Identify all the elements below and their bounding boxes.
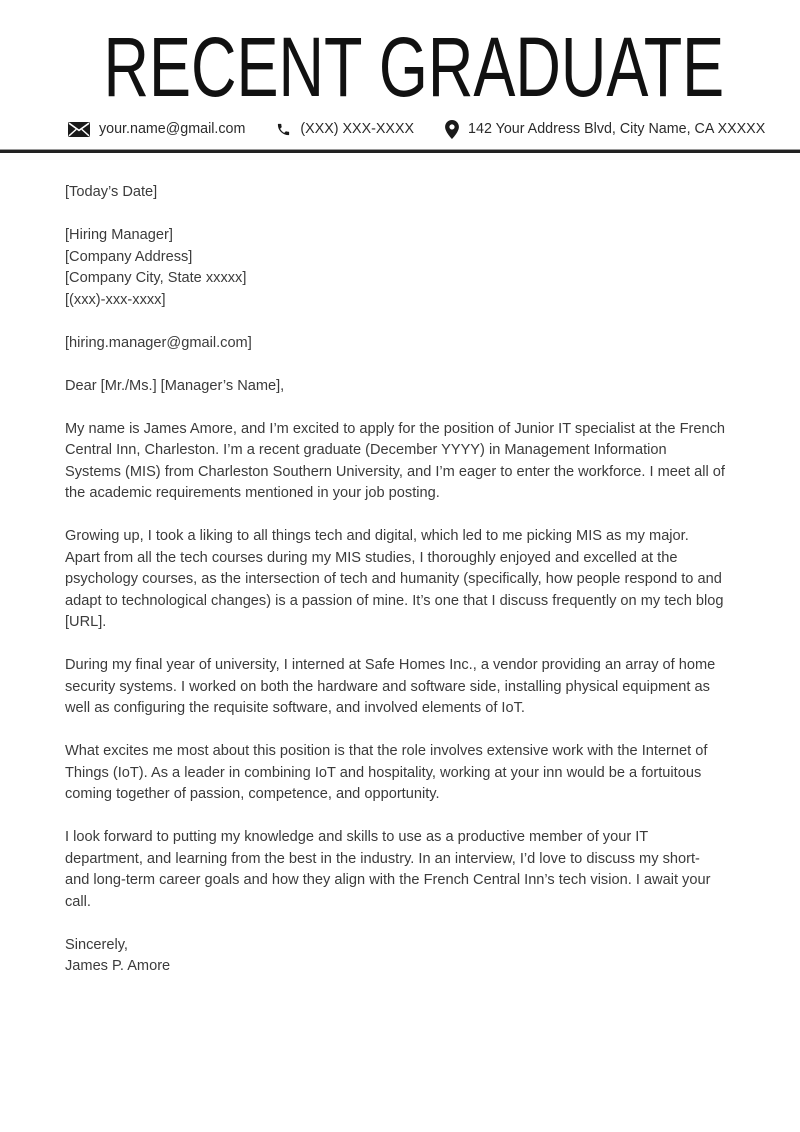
signature-block: [65, 935, 725, 978]
recipient-line: [Company City, State xxxxx]: [65, 270, 247, 286]
letter-body: [0, 153, 725, 978]
closing-line: Sincerely,: [65, 936, 128, 953]
contact-phone: [276, 121, 414, 137]
page-title: [0, 20, 800, 114]
location-icon: [445, 120, 459, 139]
body-paragraph: What excites me most about this position is that the role involves extensive work with the Internet of Things (IoT). As a leader in combining IoT and hospitality, working at your inn would be a fortuitous coming together of passion, competence, and opportunity.: [65, 743, 708, 802]
contact-address-text: 142 Your Address Blvd, City Name, CA XXXXX: [468, 121, 766, 137]
signature-line: James P. Amore: [65, 958, 171, 974]
contact-phone-text: (XXX) XXX-XXXX: [300, 121, 415, 137]
recipient-line: [Company Address]: [65, 248, 193, 265]
body-paragraph: Growing up, I took a liking to all things tech and digital, which led to me picking MIS as my major. Apart from all the tech courses during my MIS studies, I thoroughly enjoyed and excelled at the psychology courses, as the intersection of tech and humanity (specifically, how people respond to and adapt to technological changes) is a passion of mine. It’s one that I discuss frequently on my tech blog [URL].: [65, 528, 724, 630]
body-paragraph: I look forward to putting my knowledge and skills to use as a productive member of your IT department, and learning from the best in the industry. In an interview, I’d love to discuss my short- and long-term career goals and how they align with the French Central Inn’s tech vision. I await your call.: [65, 829, 711, 910]
contact-row: [0, 109, 800, 149]
contact-email-text: your.name@gmail.com: [99, 121, 246, 137]
salutation-line: Dear [Mr./Ms.] [Manager’s Name],: [65, 377, 285, 394]
recipient-email-line: [hiring.manager@gmail.com]: [65, 334, 252, 351]
recipient-line: [(xxx)-xxx-xxxx]: [65, 291, 166, 308]
recipient-line: [Hiring Manager]: [65, 227, 173, 243]
letter-header: [0, 0, 800, 149]
phone-icon: [276, 122, 291, 137]
contact-email: [68, 121, 245, 137]
contact-address: [445, 120, 765, 139]
date-line: [Today’s Date]: [65, 184, 158, 200]
recipient-block: [65, 225, 725, 311]
page-title-text: RECENT GRADUATE: [103, 20, 725, 114]
body-paragraph: During my final year of university, I interned at Safe Homes Inc., a vendor providing an array of home security systems. I worked on both the hardware and software side, installing physical equipment as well as configuring the requisite software, and involved elements of IoT.: [65, 657, 716, 716]
body-paragraph: My name is James Amore, and I’m excited to apply for the position of Junior IT specialist at the French Central Inn, Charleston. I’m a recent graduate (December YYYY) in Management Information Systems (MIS) from Charleston Southern University, and I’m eager to enter the workforce. I meet all of the academic requirements mentioned in your job posting.: [65, 420, 725, 501]
email-icon: [68, 122, 90, 137]
